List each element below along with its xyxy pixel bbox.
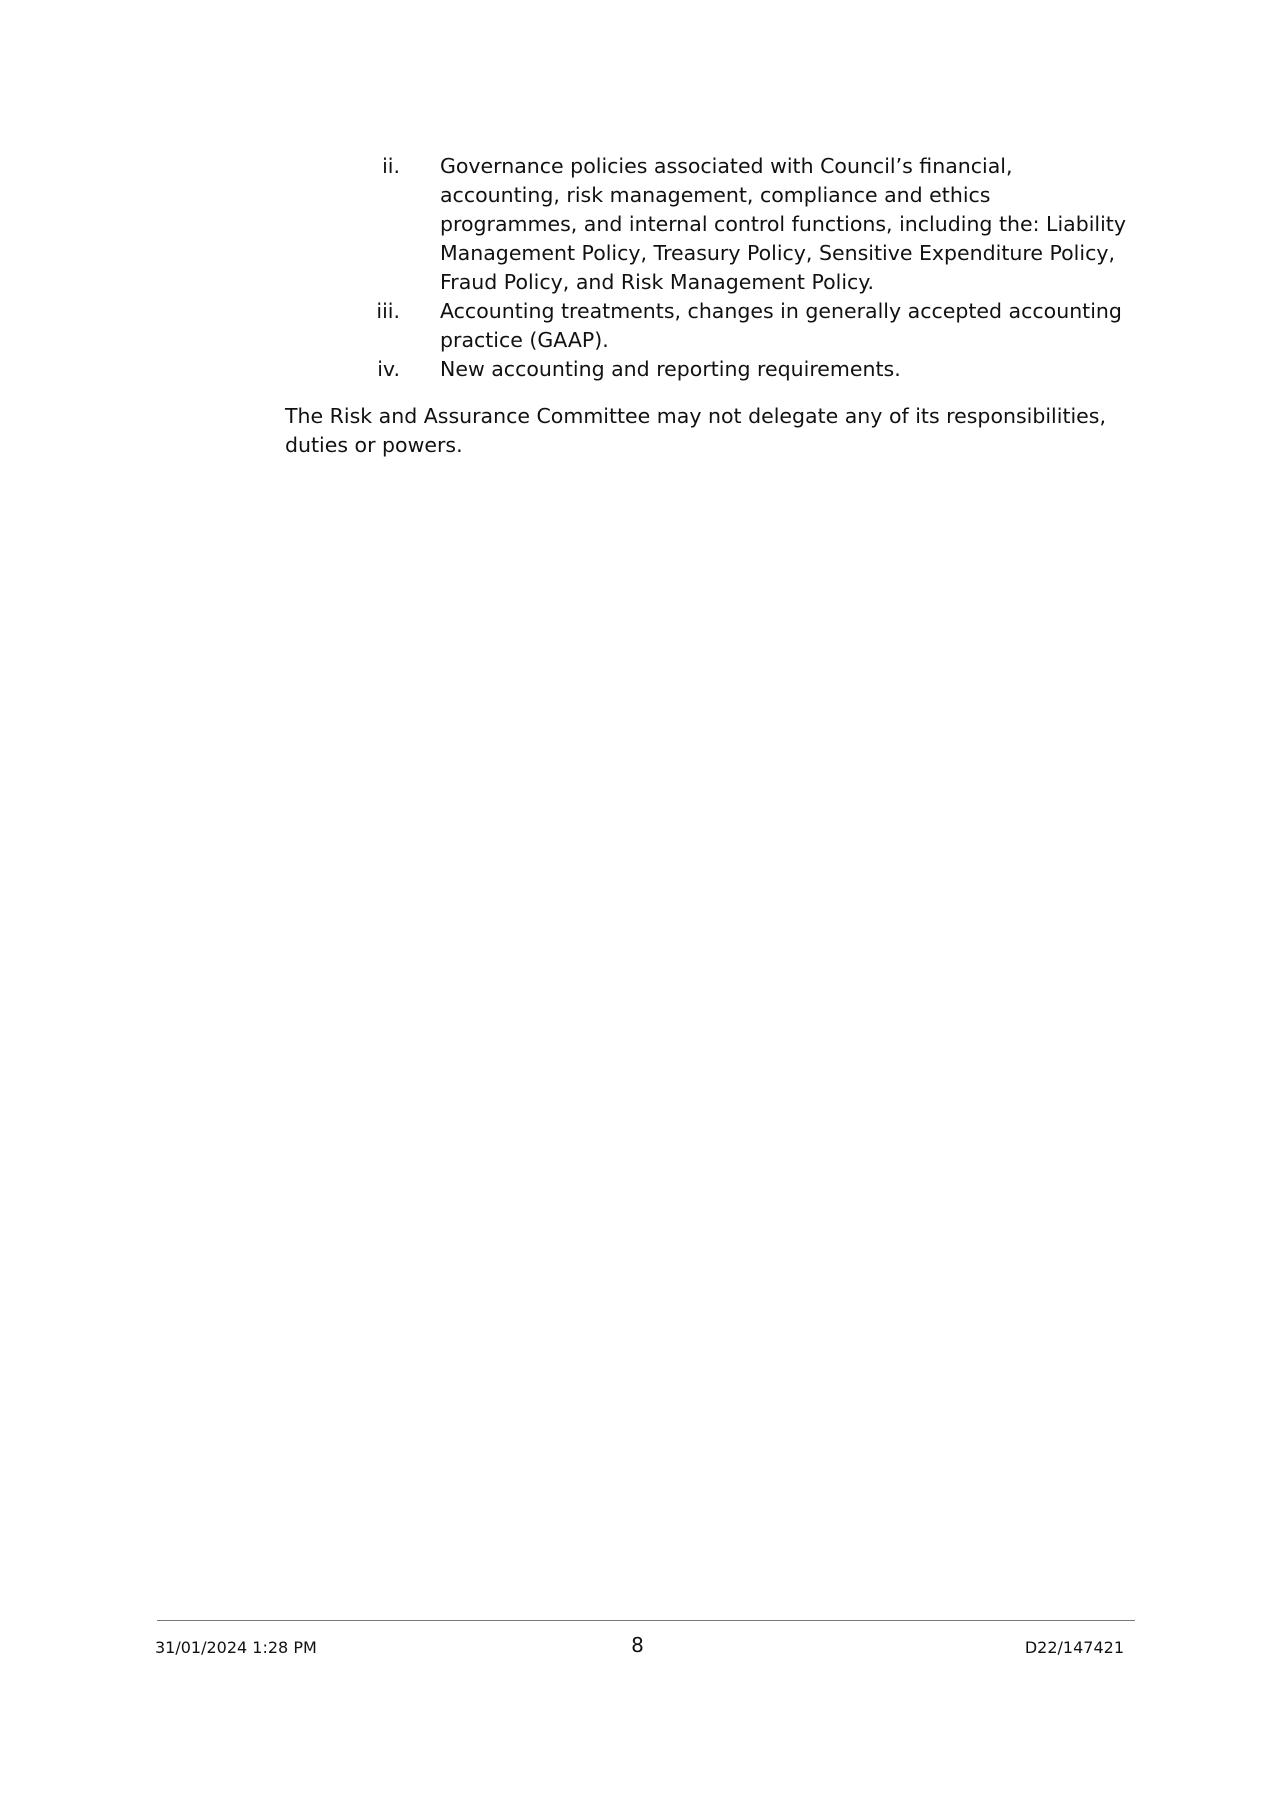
list-marker: ii. bbox=[382, 154, 400, 178]
list-item-text: Accounting treatments, changes in generally accepted accounting practice (GAAP). bbox=[440, 299, 1122, 352]
footer-page-number: 8 bbox=[631, 1633, 644, 1657]
footer-timestamp: 31/01/2024 1:28 PM bbox=[155, 1638, 317, 1657]
list-item-text: Governance policies associated with Council’s financial, accounting, risk management, compliance and ethics programmes, and internal control functions, including the: Liability Management Policy, Treasury Policy, Sensitive Expenditure Policy, Fraud Policy, and Risk Management Policy. bbox=[440, 154, 1126, 294]
list-item bbox=[370, 152, 1130, 297]
list-marker: iv. bbox=[377, 357, 400, 381]
list-item bbox=[370, 297, 1130, 355]
list-marker: iii. bbox=[376, 299, 400, 323]
list-item-text: New accounting and reporting requirements. bbox=[440, 357, 901, 381]
delegation-paragraph: The Risk and Assurance Committee may not delegate any of its responsibilities, duties or powers. bbox=[285, 404, 1106, 457]
list-item bbox=[370, 355, 1130, 384]
footer-divider bbox=[157, 1620, 1135, 1621]
footer-document-id: D22/147421 bbox=[1024, 1638, 1124, 1657]
roman-numeral-list bbox=[370, 152, 1130, 384]
